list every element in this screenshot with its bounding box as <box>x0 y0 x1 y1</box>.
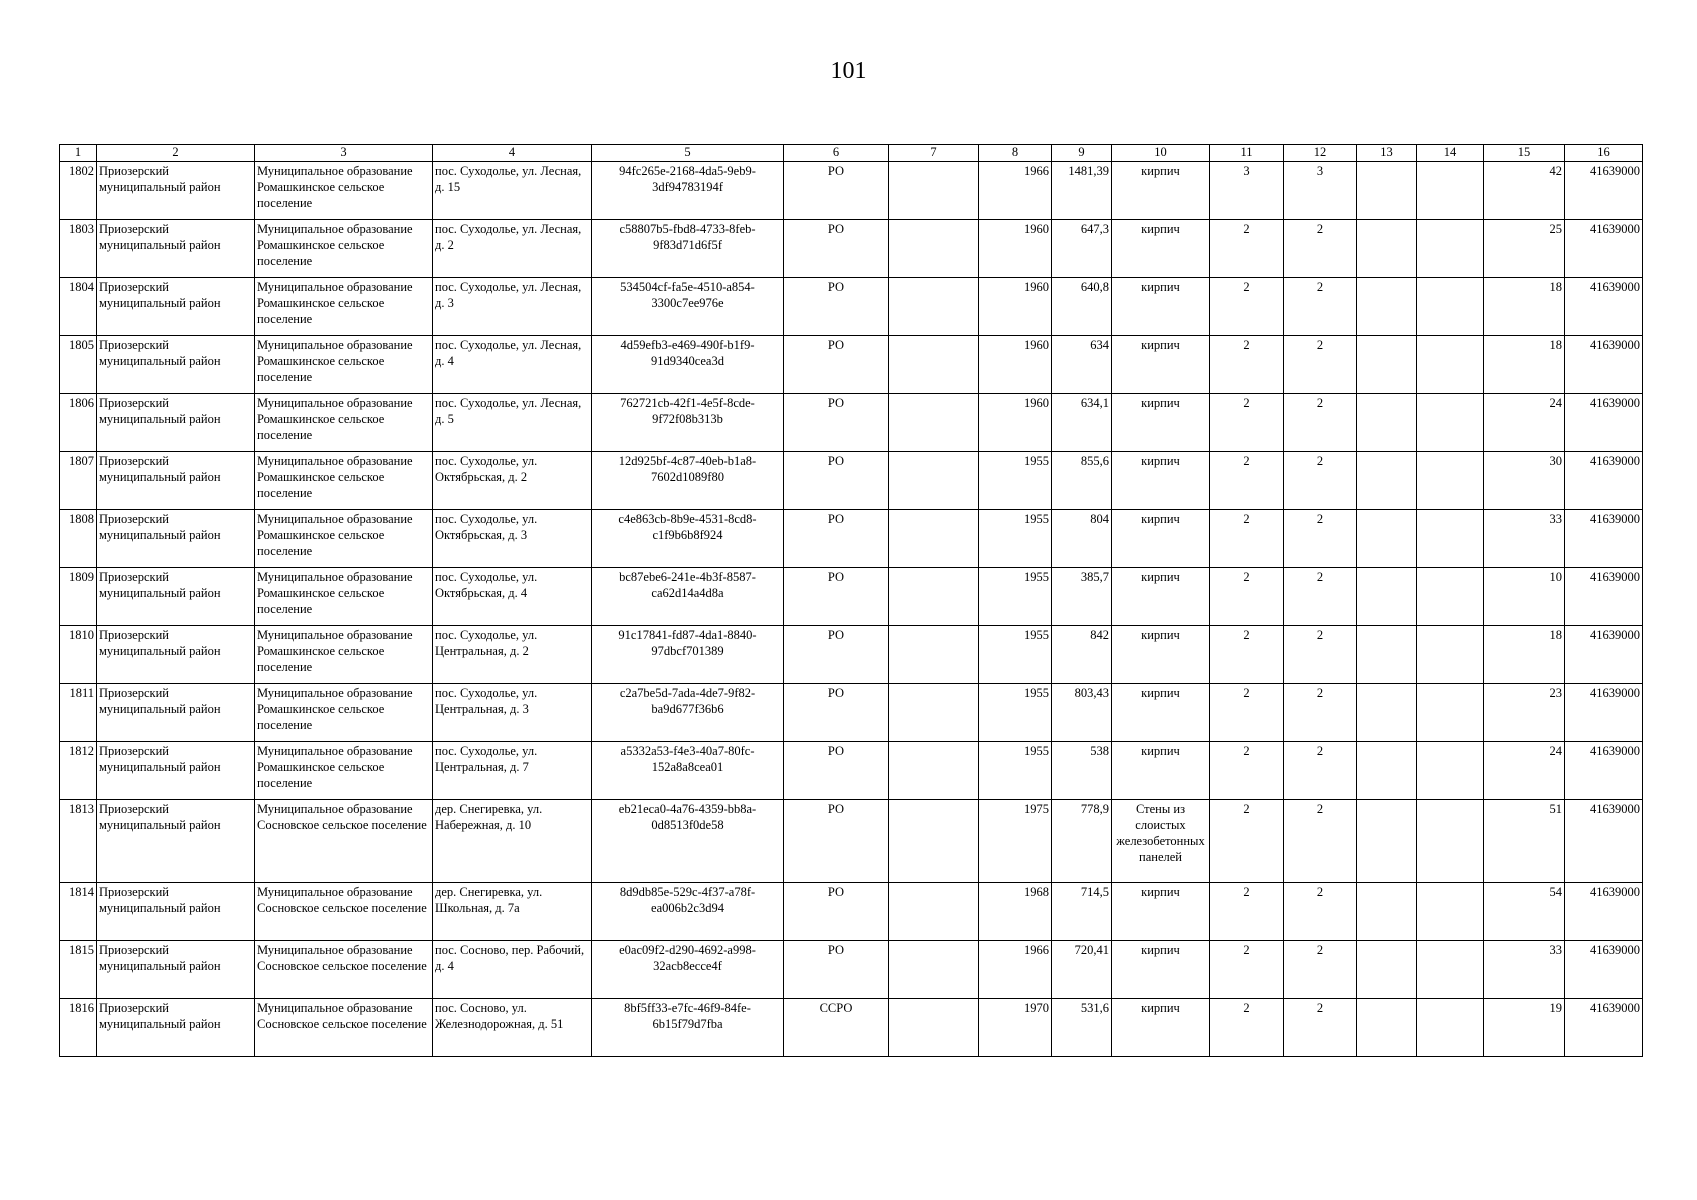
address-cell: дер. Снегиревка, ул. Набережная, д. 10 <box>433 800 592 883</box>
guid-cell: 91c17841-fd87-4da1-8840-97dbcf701389 <box>592 626 784 684</box>
area-cell: 531,6 <box>1052 999 1112 1057</box>
area-cell: 803,43 <box>1052 684 1112 742</box>
wall-material-cell: кирпич <box>1112 626 1210 684</box>
housing-registry-table <box>59 144 1643 1057</box>
row-number-cell: 1807 <box>60 452 97 510</box>
wall-material-cell: кирпич <box>1112 742 1210 800</box>
table-body <box>60 162 1643 1057</box>
table-row <box>60 336 1643 394</box>
page-number: 101 <box>830 58 867 84</box>
address-cell: дер. Снегиревка, ул. Школьная, д. 7а <box>433 883 592 941</box>
guid-cell: eb21eca0-4a76-4359-bb8a-0d8513f0de58 <box>592 800 784 883</box>
district-cell: Приозерский муниципальный район <box>97 394 255 452</box>
column-12-cell: 3 <box>1284 162 1357 220</box>
column-14-cell <box>1417 742 1484 800</box>
column-7-cell <box>889 220 979 278</box>
table-row <box>60 626 1643 684</box>
type-cell: РО <box>784 684 889 742</box>
column-15-cell: 10 <box>1484 568 1565 626</box>
year-cell: 1960 <box>979 336 1052 394</box>
row-number-cell: 1816 <box>60 999 97 1057</box>
column-11-cell: 2 <box>1210 883 1284 941</box>
row-number-cell: 1812 <box>60 742 97 800</box>
column-header-2: 2 <box>97 145 255 162</box>
guid-cell: e0ac09f2-d290-4692-a998-32acb8ecce4f <box>592 941 784 999</box>
area-cell: 385,7 <box>1052 568 1112 626</box>
column-11-cell: 2 <box>1210 278 1284 336</box>
column-12-cell: 2 <box>1284 510 1357 568</box>
table-row <box>60 742 1643 800</box>
column-header-6: 6 <box>784 145 889 162</box>
address-cell: пос. Суходолье, ул. Лесная, д. 4 <box>433 336 592 394</box>
district-cell: Приозерский муниципальный район <box>97 452 255 510</box>
column-14-cell <box>1417 278 1484 336</box>
column-header-14: 14 <box>1417 145 1484 162</box>
column-11-cell: 2 <box>1210 742 1284 800</box>
column-14-cell <box>1417 800 1484 883</box>
column-15-cell: 18 <box>1484 278 1565 336</box>
column-14-cell <box>1417 941 1484 999</box>
column-13-cell <box>1357 999 1417 1057</box>
okato-cell: 41639000 <box>1565 452 1643 510</box>
municipality-cell: Муниципальное образование Сосновское сельское поселение <box>255 800 433 883</box>
wall-material-cell: кирпич <box>1112 278 1210 336</box>
year-cell: 1966 <box>979 162 1052 220</box>
row-number-cell: 1809 <box>60 568 97 626</box>
column-13-cell <box>1357 336 1417 394</box>
column-14-cell <box>1417 452 1484 510</box>
type-cell: РО <box>784 336 889 394</box>
wall-material-cell: кирпич <box>1112 336 1210 394</box>
column-12-cell: 2 <box>1284 941 1357 999</box>
column-number-row <box>60 145 1643 162</box>
area-cell: 634,1 <box>1052 394 1112 452</box>
area-cell: 538 <box>1052 742 1112 800</box>
column-14-cell <box>1417 626 1484 684</box>
column-11-cell: 2 <box>1210 941 1284 999</box>
year-cell: 1960 <box>979 394 1052 452</box>
column-11-cell: 2 <box>1210 452 1284 510</box>
row-number-cell: 1803 <box>60 220 97 278</box>
column-11-cell: 2 <box>1210 394 1284 452</box>
column-13-cell <box>1357 800 1417 883</box>
district-cell: Приозерский муниципальный район <box>97 278 255 336</box>
column-7-cell <box>889 626 979 684</box>
column-header-10: 10 <box>1112 145 1210 162</box>
wall-material-cell: кирпич <box>1112 452 1210 510</box>
column-header-1: 1 <box>60 145 97 162</box>
municipality-cell: Муниципальное образование Ромашкинское сельское поселение <box>255 626 433 684</box>
okato-cell: 41639000 <box>1565 278 1643 336</box>
column-11-cell: 2 <box>1210 626 1284 684</box>
column-14-cell <box>1417 999 1484 1057</box>
guid-cell: c58807b5-fbd8-4733-8feb-9f83d71d6f5f <box>592 220 784 278</box>
address-cell: пос. Суходолье, ул. Лесная, д. 2 <box>433 220 592 278</box>
column-7-cell <box>889 568 979 626</box>
column-15-cell: 30 <box>1484 452 1565 510</box>
municipality-cell: Муниципальное образование Сосновское сельское поселение <box>255 883 433 941</box>
table-row <box>60 162 1643 220</box>
year-cell: 1955 <box>979 742 1052 800</box>
column-7-cell <box>889 336 979 394</box>
row-number-cell: 1802 <box>60 162 97 220</box>
guid-cell: c2a7be5d-7ada-4de7-9f82-ba9d677f36b6 <box>592 684 784 742</box>
address-cell: пос. Суходолье, ул. Центральная, д. 2 <box>433 626 592 684</box>
column-11-cell: 2 <box>1210 510 1284 568</box>
area-cell: 842 <box>1052 626 1112 684</box>
year-cell: 1960 <box>979 220 1052 278</box>
district-cell: Приозерский муниципальный район <box>97 220 255 278</box>
column-13-cell <box>1357 162 1417 220</box>
type-cell: РО <box>784 626 889 684</box>
column-13-cell <box>1357 684 1417 742</box>
district-cell: Приозерский муниципальный район <box>97 684 255 742</box>
column-12-cell: 2 <box>1284 883 1357 941</box>
column-11-cell: 2 <box>1210 800 1284 883</box>
address-cell: пос. Суходолье, ул. Октябрьская, д. 4 <box>433 568 592 626</box>
column-7-cell <box>889 162 979 220</box>
district-cell: Приозерский муниципальный район <box>97 336 255 394</box>
column-7-cell <box>889 510 979 568</box>
municipality-cell: Муниципальное образование Ромашкинское сельское поселение <box>255 684 433 742</box>
district-cell: Приозерский муниципальный район <box>97 800 255 883</box>
column-13-cell <box>1357 220 1417 278</box>
okato-cell: 41639000 <box>1565 883 1643 941</box>
column-header-8: 8 <box>979 145 1052 162</box>
area-cell: 714,5 <box>1052 883 1112 941</box>
type-cell: РО <box>784 941 889 999</box>
row-number-cell: 1806 <box>60 394 97 452</box>
type-cell: РО <box>784 394 889 452</box>
column-13-cell <box>1357 568 1417 626</box>
column-14-cell <box>1417 220 1484 278</box>
municipality-cell: Муниципальное образование Ромашкинское сельское поселение <box>255 510 433 568</box>
column-11-cell: 2 <box>1210 684 1284 742</box>
address-cell: пос. Суходолье, ул. Октябрьская, д. 3 <box>433 510 592 568</box>
column-12-cell: 2 <box>1284 800 1357 883</box>
address-cell: пос. Сосново, ул. Железнодорожная, д. 51 <box>433 999 592 1057</box>
okato-cell: 41639000 <box>1565 684 1643 742</box>
table-row <box>60 452 1643 510</box>
guid-cell: 8bf5ff33-e7fc-46f9-84fe-6b15f79d7fba <box>592 999 784 1057</box>
type-cell: РО <box>784 162 889 220</box>
wall-material-cell: кирпич <box>1112 883 1210 941</box>
column-12-cell: 2 <box>1284 278 1357 336</box>
municipality-cell: Муниципальное образование Ромашкинское сельское поселение <box>255 452 433 510</box>
guid-cell: 94fc265e-2168-4da5-9eb9-3df94783194f <box>592 162 784 220</box>
column-7-cell <box>889 883 979 941</box>
type-cell: РО <box>784 278 889 336</box>
column-15-cell: 24 <box>1484 394 1565 452</box>
okato-cell: 41639000 <box>1565 941 1643 999</box>
municipality-cell: Муниципальное образование Ромашкинское сельское поселение <box>255 568 433 626</box>
column-15-cell: 33 <box>1484 510 1565 568</box>
okato-cell: 41639000 <box>1565 394 1643 452</box>
column-14-cell <box>1417 162 1484 220</box>
column-13-cell <box>1357 626 1417 684</box>
column-header-15: 15 <box>1484 145 1565 162</box>
district-cell: Приозерский муниципальный район <box>97 162 255 220</box>
area-cell: 634 <box>1052 336 1112 394</box>
column-7-cell <box>889 742 979 800</box>
column-14-cell <box>1417 568 1484 626</box>
address-cell: пос. Суходолье, ул. Центральная, д. 3 <box>433 684 592 742</box>
wall-material-cell: кирпич <box>1112 999 1210 1057</box>
area-cell: 778,9 <box>1052 800 1112 883</box>
address-cell: пос. Сосново, пер. Рабочий, д. 4 <box>433 941 592 999</box>
column-13-cell <box>1357 278 1417 336</box>
type-cell: РО <box>784 883 889 941</box>
column-7-cell <box>889 452 979 510</box>
year-cell: 1975 <box>979 800 1052 883</box>
district-cell: Приозерский муниципальный район <box>97 568 255 626</box>
year-cell: 1966 <box>979 941 1052 999</box>
column-header-3: 3 <box>255 145 433 162</box>
okato-cell: 41639000 <box>1565 742 1643 800</box>
okato-cell: 41639000 <box>1565 999 1643 1057</box>
column-15-cell: 18 <box>1484 336 1565 394</box>
column-12-cell: 2 <box>1284 684 1357 742</box>
okato-cell: 41639000 <box>1565 162 1643 220</box>
municipality-cell: Муниципальное образование Ромашкинское сельское поселение <box>255 336 433 394</box>
area-cell: 720,41 <box>1052 941 1112 999</box>
okato-cell: 41639000 <box>1565 626 1643 684</box>
area-cell: 640,8 <box>1052 278 1112 336</box>
column-15-cell: 24 <box>1484 742 1565 800</box>
wall-material-cell: кирпич <box>1112 220 1210 278</box>
wall-material-cell: кирпич <box>1112 394 1210 452</box>
column-header-11: 11 <box>1210 145 1284 162</box>
table-row <box>60 220 1643 278</box>
row-number-cell: 1808 <box>60 510 97 568</box>
type-cell: РО <box>784 800 889 883</box>
municipality-cell: Муниципальное образование Ромашкинское сельское поселение <box>255 742 433 800</box>
address-cell: пос. Суходолье, ул. Лесная, д. 15 <box>433 162 592 220</box>
guid-cell: 12d925bf-4c87-40eb-b1a8-7602d1089f80 <box>592 452 784 510</box>
column-13-cell <box>1357 394 1417 452</box>
table-row <box>60 999 1643 1057</box>
table-row <box>60 800 1643 883</box>
column-14-cell <box>1417 394 1484 452</box>
municipality-cell: Муниципальное образование Ромашкинское сельское поселение <box>255 162 433 220</box>
year-cell: 1955 <box>979 568 1052 626</box>
column-14-cell <box>1417 510 1484 568</box>
column-12-cell: 2 <box>1284 394 1357 452</box>
type-cell: РО <box>784 220 889 278</box>
row-number-cell: 1804 <box>60 278 97 336</box>
column-7-cell <box>889 684 979 742</box>
column-12-cell: 2 <box>1284 742 1357 800</box>
year-cell: 1960 <box>979 278 1052 336</box>
column-header-7: 7 <box>889 145 979 162</box>
okato-cell: 41639000 <box>1565 510 1643 568</box>
column-15-cell: 19 <box>1484 999 1565 1057</box>
column-header-12: 12 <box>1284 145 1357 162</box>
address-cell: пос. Суходолье, ул. Октябрьская, д. 2 <box>433 452 592 510</box>
column-13-cell <box>1357 742 1417 800</box>
guid-cell: 762721cb-42f1-4e5f-8cde-9f72f08b313b <box>592 394 784 452</box>
guid-cell: 534504cf-fa5e-4510-a854-3300c7ee976e <box>592 278 784 336</box>
column-15-cell: 33 <box>1484 941 1565 999</box>
wall-material-cell: Стены из слоистых железобетонных панелей <box>1112 800 1210 883</box>
column-header-4: 4 <box>433 145 592 162</box>
column-7-cell <box>889 941 979 999</box>
table-row <box>60 510 1643 568</box>
table-row <box>60 568 1643 626</box>
row-number-cell: 1805 <box>60 336 97 394</box>
row-number-cell: 1815 <box>60 941 97 999</box>
district-cell: Приозерский муниципальный район <box>97 941 255 999</box>
municipality-cell: Муниципальное образование Ромашкинское сельское поселение <box>255 278 433 336</box>
column-13-cell <box>1357 941 1417 999</box>
column-12-cell: 2 <box>1284 220 1357 278</box>
table-row <box>60 278 1643 336</box>
column-14-cell <box>1417 336 1484 394</box>
municipality-cell: Муниципальное образование Ромашкинское сельское поселение <box>255 220 433 278</box>
table-row <box>60 394 1643 452</box>
wall-material-cell: кирпич <box>1112 510 1210 568</box>
okato-cell: 41639000 <box>1565 800 1643 883</box>
year-cell: 1955 <box>979 452 1052 510</box>
wall-material-cell: кирпич <box>1112 162 1210 220</box>
table-row <box>60 684 1643 742</box>
table-row <box>60 883 1643 941</box>
column-15-cell: 51 <box>1484 800 1565 883</box>
column-7-cell <box>889 278 979 336</box>
column-15-cell: 25 <box>1484 220 1565 278</box>
column-12-cell: 2 <box>1284 336 1357 394</box>
column-13-cell <box>1357 452 1417 510</box>
table-header <box>60 145 1643 162</box>
address-cell: пос. Суходолье, ул. Лесная, д. 3 <box>433 278 592 336</box>
column-7-cell <box>889 999 979 1057</box>
wall-material-cell: кирпич <box>1112 568 1210 626</box>
area-cell: 1481,39 <box>1052 162 1112 220</box>
year-cell: 1970 <box>979 999 1052 1057</box>
column-12-cell: 2 <box>1284 452 1357 510</box>
wall-material-cell: кирпич <box>1112 684 1210 742</box>
row-number-cell: 1814 <box>60 883 97 941</box>
address-cell: пос. Суходолье, ул. Центральная, д. 7 <box>433 742 592 800</box>
column-15-cell: 18 <box>1484 626 1565 684</box>
column-13-cell <box>1357 510 1417 568</box>
district-cell: Приозерский муниципальный район <box>97 742 255 800</box>
column-14-cell <box>1417 684 1484 742</box>
district-cell: Приозерский муниципальный район <box>97 510 255 568</box>
column-11-cell: 2 <box>1210 568 1284 626</box>
guid-cell: a5332a53-f4e3-40a7-80fc-152a8a8cea01 <box>592 742 784 800</box>
area-cell: 855,6 <box>1052 452 1112 510</box>
guid-cell: bc87ebe6-241e-4b3f-8587-ca62d14a4d8a <box>592 568 784 626</box>
column-12-cell: 2 <box>1284 999 1357 1057</box>
year-cell: 1955 <box>979 626 1052 684</box>
type-cell: РО <box>784 452 889 510</box>
address-cell: пос. Суходолье, ул. Лесная, д. 5 <box>433 394 592 452</box>
okato-cell: 41639000 <box>1565 220 1643 278</box>
district-cell: Приозерский муниципальный район <box>97 626 255 684</box>
column-14-cell <box>1417 883 1484 941</box>
table-row <box>60 941 1643 999</box>
column-header-5: 5 <box>592 145 784 162</box>
column-11-cell: 2 <box>1210 999 1284 1057</box>
column-header-16: 16 <box>1565 145 1643 162</box>
district-cell: Приозерский муниципальный район <box>97 883 255 941</box>
okato-cell: 41639000 <box>1565 568 1643 626</box>
column-15-cell: 42 <box>1484 162 1565 220</box>
guid-cell: c4e863cb-8b9e-4531-8cd8-c1f9b6b8f924 <box>592 510 784 568</box>
district-cell: Приозерский муниципальный район <box>97 999 255 1057</box>
column-7-cell <box>889 394 979 452</box>
wall-material-cell: кирпич <box>1112 941 1210 999</box>
column-header-13: 13 <box>1357 145 1417 162</box>
guid-cell: 4d59efb3-e469-490f-b1f9-91d9340cea3d <box>592 336 784 394</box>
year-cell: 1955 <box>979 684 1052 742</box>
column-13-cell <box>1357 883 1417 941</box>
year-cell: 1968 <box>979 883 1052 941</box>
municipality-cell: Муниципальное образование Ромашкинское сельское поселение <box>255 394 433 452</box>
column-11-cell: 2 <box>1210 220 1284 278</box>
guid-cell: 8d9db85e-529c-4f37-a78f-ea006b2c3d94 <box>592 883 784 941</box>
column-11-cell: 3 <box>1210 162 1284 220</box>
column-12-cell: 2 <box>1284 568 1357 626</box>
municipality-cell: Муниципальное образование Сосновское сельское поселение <box>255 999 433 1057</box>
type-cell: РО <box>784 742 889 800</box>
column-header-9: 9 <box>1052 145 1112 162</box>
row-number-cell: 1813 <box>60 800 97 883</box>
type-cell: ССРО <box>784 999 889 1057</box>
municipality-cell: Муниципальное образование Сосновское сельское поселение <box>255 941 433 999</box>
column-15-cell: 54 <box>1484 883 1565 941</box>
year-cell: 1955 <box>979 510 1052 568</box>
type-cell: РО <box>784 568 889 626</box>
okato-cell: 41639000 <box>1565 336 1643 394</box>
type-cell: РО <box>784 510 889 568</box>
column-11-cell: 2 <box>1210 336 1284 394</box>
column-12-cell: 2 <box>1284 626 1357 684</box>
column-15-cell: 23 <box>1484 684 1565 742</box>
area-cell: 804 <box>1052 510 1112 568</box>
area-cell: 647,3 <box>1052 220 1112 278</box>
column-7-cell <box>889 800 979 883</box>
row-number-cell: 1810 <box>60 626 97 684</box>
row-number-cell: 1811 <box>60 684 97 742</box>
